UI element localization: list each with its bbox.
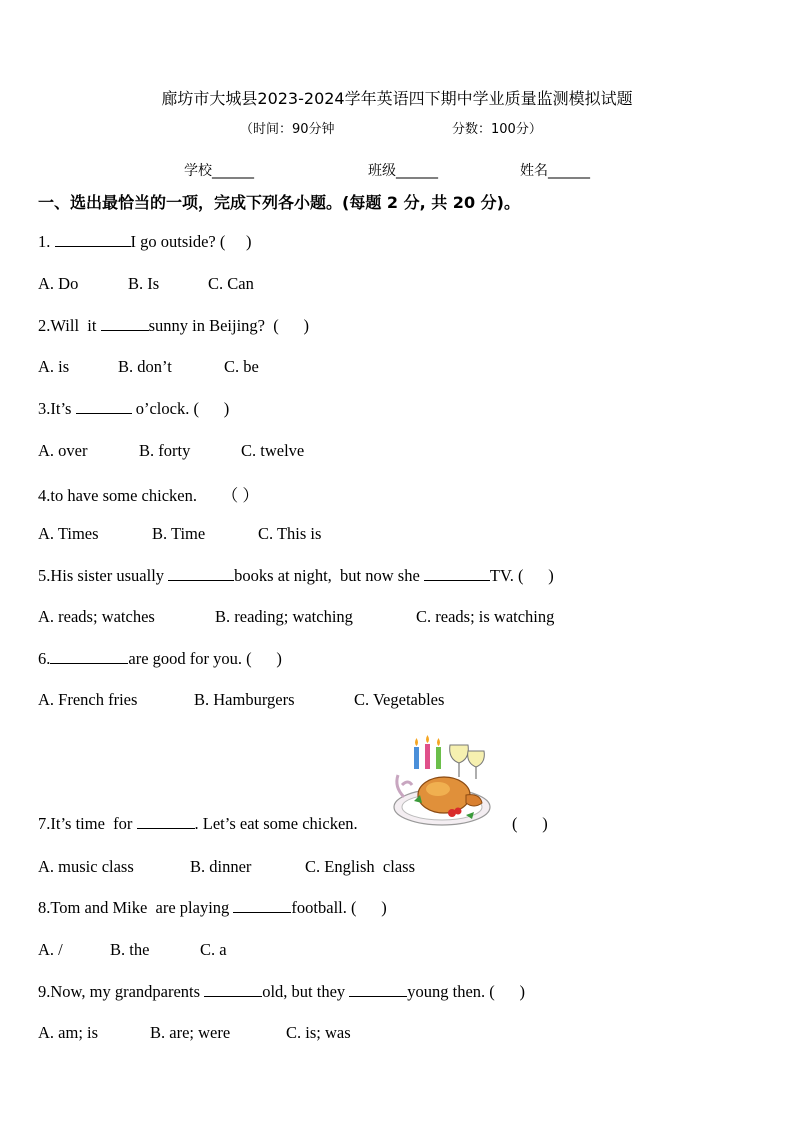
q4-option-c[interactable]: C. This is [258, 524, 322, 543]
q9-option-b[interactable]: B. are; were [150, 1023, 231, 1042]
q4-option-a[interactable]: A. Times [38, 524, 99, 543]
question-6: 6. are good for you. ( ) [38, 649, 282, 668]
q8-option-a[interactable]: A. / [38, 940, 63, 959]
q1-option-a[interactable]: A. Do [38, 274, 79, 293]
q7-option-b[interactable]: B. dinner [190, 857, 252, 876]
q8-option-b[interactable]: B. the [110, 940, 150, 959]
question-7: 7.It’s time for . Let’s eat some chicken. [38, 814, 358, 833]
roast-chicken-image [392, 735, 498, 831]
class-field[interactable]: 班级______ [368, 163, 438, 179]
question-1: 1. I go outside? ( ) [38, 232, 252, 251]
page-title: 廊坊市大城县2023-2024学年英语四下期中学业质量监测模拟试题 [161, 89, 633, 108]
q3-option-b[interactable]: B. forty [139, 441, 191, 460]
question-2: 2.Will it sunny in Beijing? ( ) [38, 316, 309, 335]
q2-option-b[interactable]: B. don’t [118, 357, 172, 376]
exam-score: 分数：100分） [452, 122, 542, 137]
exam-time: （时间：90分钟 [240, 122, 335, 137]
question-3: 3.It’s o’clock. ( ) [38, 399, 230, 418]
question-4: 4.to have some chicken. （ ） [38, 486, 259, 505]
question-8: 8.Tom and Mike are playing football. ( ) [38, 898, 387, 917]
q6-option-a[interactable]: A. French fries [38, 690, 138, 709]
q1-option-b[interactable]: B. Is [128, 274, 160, 293]
q5-option-c[interactable]: C. reads; is watching [416, 607, 555, 626]
q5-option-a[interactable]: A. reads; watches [38, 607, 155, 626]
q7-answer-paren: ( ) [512, 814, 548, 833]
q5-option-b[interactable]: B. reading; watching [215, 607, 353, 626]
q6-option-c[interactable]: C. Vegetables [354, 690, 445, 709]
q8-option-c[interactable]: C. a [200, 940, 227, 959]
q1-option-c[interactable]: C. Can [208, 274, 254, 293]
q9-option-a[interactable]: A. am; is [38, 1023, 99, 1042]
q7-option-c[interactable]: C. English class [305, 857, 415, 876]
question-5: 5.His sister usually books at night, but now she TV. ( ) [38, 566, 554, 585]
school-field[interactable]: 学校______ [184, 163, 254, 179]
q4-option-b[interactable]: B. Time [152, 524, 206, 543]
name-field[interactable]: 姓名______ [520, 163, 590, 179]
q3-option-a[interactable]: A. over [38, 441, 88, 460]
q2-option-c[interactable]: C. be [224, 357, 259, 376]
q2-option-a[interactable]: A. is [38, 357, 70, 376]
q6-option-b[interactable]: B. Hamburgers [194, 690, 295, 709]
q9-option-c[interactable]: C. is; was [286, 1023, 351, 1042]
question-9: 9.Now, my grandparents old, but they young then. ( ) [38, 982, 526, 1001]
q3-option-c[interactable]: C. twelve [241, 441, 305, 460]
q7-option-a[interactable]: A. music class [38, 857, 134, 876]
section-heading: 一、选出最恰当的一项，完成下列各小题。(每题 2 分, 共 20 分)。 [38, 193, 520, 212]
